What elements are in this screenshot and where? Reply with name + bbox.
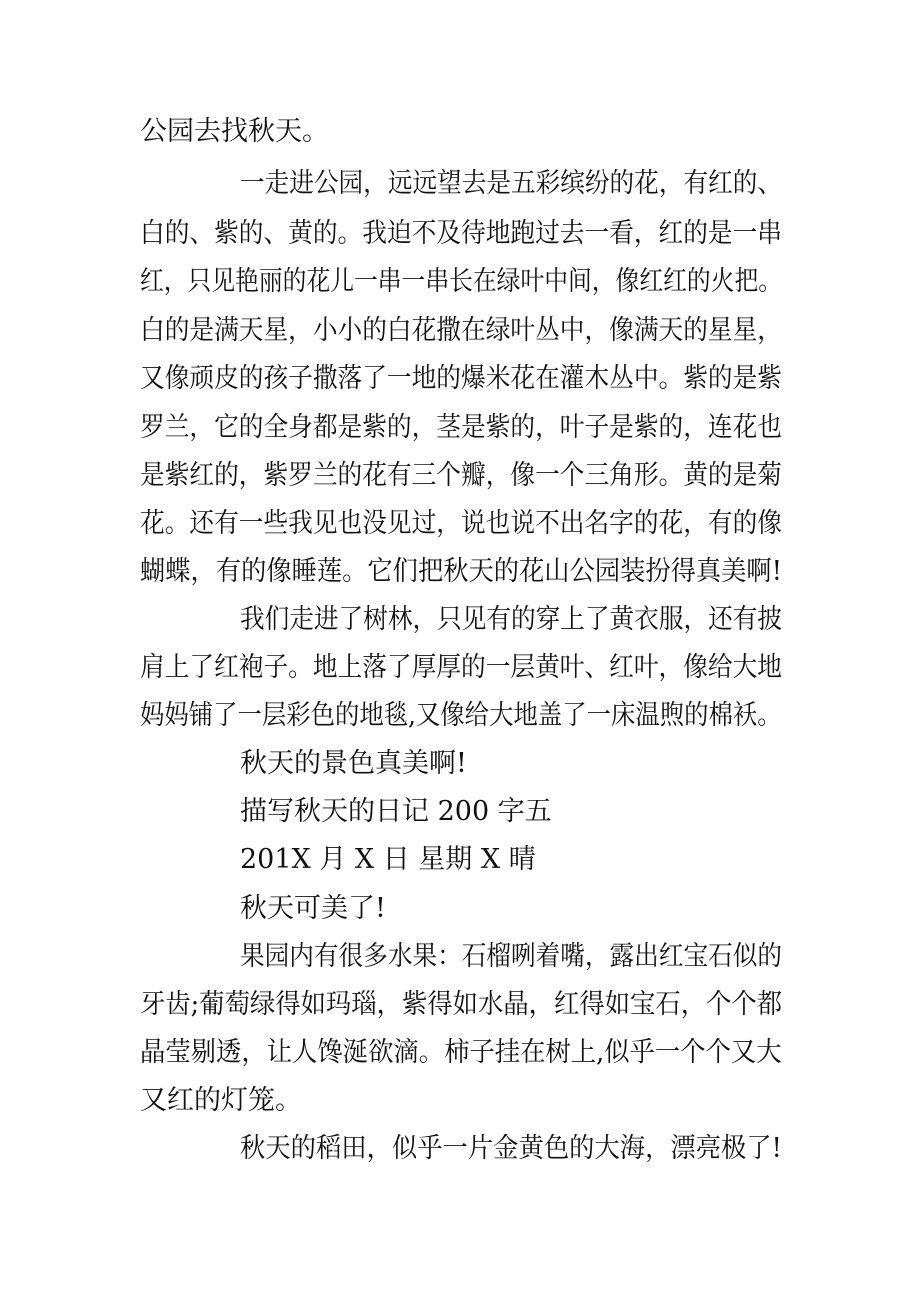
text-line: 白的是满天星，小小的白花撒在绿叶丛中，像满天的星星， bbox=[140, 315, 782, 346]
text-line: 红，只见艳丽的花儿一串一串长在绿叶中间，像红红的火把。 bbox=[140, 266, 782, 297]
text-line: 晶莹剔透，让人馋涎欲滴。柿子挂在树上,似乎一个个又大 bbox=[140, 1037, 782, 1068]
text-line: 蝴蝶，有的像睡莲。它们把秋天的花山公园装扮得真美啊! bbox=[140, 556, 782, 587]
diary-date-line: 201X 月 X 日 星期 X 晴 bbox=[240, 844, 536, 875]
text-line: 妈妈铺了一层彩色的地毯,又像给大地盖了一床温煦的棉袄。 bbox=[140, 700, 782, 731]
text-line: 我们走进了树林，只见有的穿上了黄衣服，还有披 bbox=[240, 604, 782, 635]
text-line: 一走进公园，远远望去是五彩缤纷的花，有红的、 bbox=[240, 168, 782, 199]
text-line: 果园内有很多水果：石榴咧着嘴，露出红宝石似的 bbox=[240, 941, 782, 972]
text-line: 是紫红的，紫罗兰的花有三个瓣，像一个三角形。黄的是菊 bbox=[140, 460, 782, 491]
text-line: 牙齿;葡萄绿得如玛瑙，紫得如水晶，红得如宝石，个个都 bbox=[140, 989, 783, 1020]
text-line: 又像顽皮的孩子撒落了一地的爆米花在灌木丛中。紫的是紫 bbox=[140, 363, 782, 394]
text-line: 秋天的景色真美啊! bbox=[240, 748, 467, 779]
text-line: 肩上了红袍子。地上落了厚厚的一层黄叶、红叶，像给大地 bbox=[140, 652, 782, 683]
text-line: 秋天的稻田，似乎一片金黄色的大海，漂亮极了! bbox=[240, 1133, 782, 1164]
text-line: 又红的灯笼。 bbox=[140, 1085, 302, 1116]
text-line: 秋天可美了! bbox=[240, 893, 386, 924]
text-line: 白的、紫的、黄的。我迫不及待地跑过去一看，红的是一串 bbox=[140, 218, 782, 249]
text-line: 花。还有一些我见也没见过，说也说不出名字的花，有的像 bbox=[140, 508, 782, 539]
text-line: 罗兰，它的全身都是紫的，茎是紫的，叶子是紫的，连花也 bbox=[140, 412, 782, 443]
section-heading: 描写秋天的日记 200 字五 bbox=[240, 796, 552, 827]
text-line: 公园去找秋天。 bbox=[140, 116, 329, 147]
